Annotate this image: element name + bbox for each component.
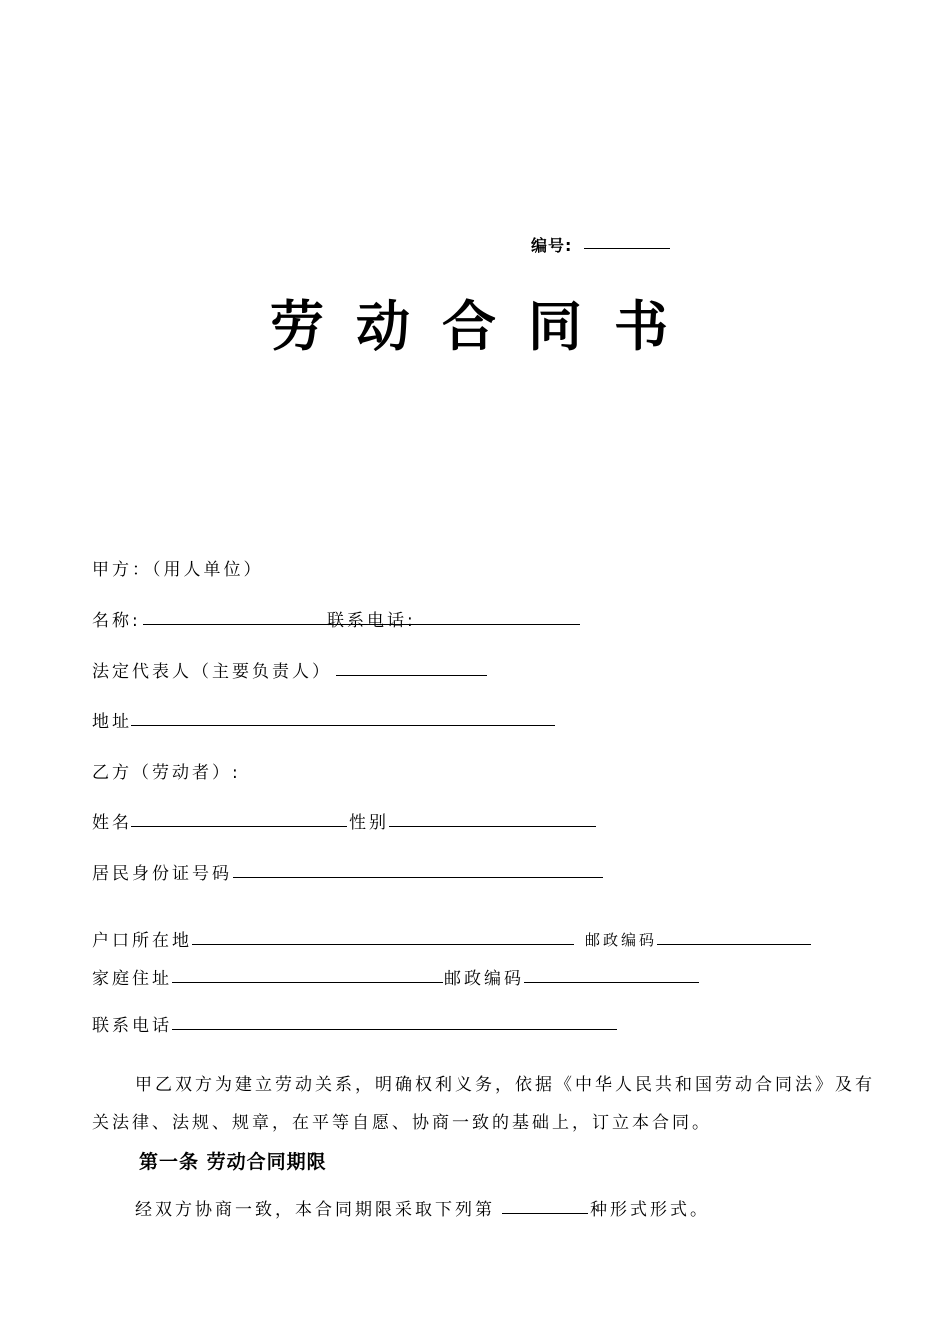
home-address-label: 家庭住址: [92, 969, 172, 989]
party-a-heading: 甲方：（用人单位）: [92, 560, 264, 580]
intro-paragraph-line-2: 关法律、法规、规章，在平等自愿、协商一致的基础上，订立本合同。: [92, 1113, 712, 1133]
id-number-field[interactable]: [233, 877, 603, 878]
legal-rep-field[interactable]: [336, 675, 487, 676]
party-b-name-label: 姓名: [92, 813, 132, 833]
article-1-text-prefix: 经双方协商一致，本合同期限采取下列第: [135, 1200, 495, 1220]
id-number-label: 居民身份证号码: [92, 864, 232, 884]
party-a-phone-label: 联系电话:: [327, 611, 416, 631]
gender-field[interactable]: [389, 826, 596, 827]
hukou-postcode-label: 邮政编码: [585, 931, 658, 949]
home-postcode-field[interactable]: [524, 982, 699, 983]
party-a-address-label: 地址: [92, 712, 132, 732]
home-postcode-label: 邮政编码: [444, 969, 524, 989]
party-b-phone-label: 联系电话: [92, 1016, 172, 1036]
party-b-phone-field[interactable]: [172, 1029, 617, 1030]
hukou-postcode-field[interactable]: [657, 944, 811, 945]
party-b-name-field[interactable]: [131, 826, 347, 827]
intro-paragraph-line-1: 甲乙双方为建立劳动关系，明确权利义务，依据《中华人民共和国劳动合同法》及有: [135, 1075, 875, 1095]
document-number-label: 编号:: [531, 236, 573, 255]
contract-form-number-field[interactable]: [502, 1213, 588, 1214]
legal-rep-label: 法定代表人（主要负责人）: [92, 662, 332, 682]
gender-label: 性别: [349, 813, 389, 833]
party-a-name-label: 名称:: [92, 611, 141, 631]
page-title: 劳动合同书: [270, 295, 700, 358]
article-1-text-suffix: 种形式形式。: [590, 1200, 710, 1220]
hukou-label: 户口所在地: [92, 931, 192, 951]
home-address-field[interactable]: [172, 982, 443, 983]
party-b-heading: 乙方（劳动者）:: [92, 763, 241, 783]
article-1-title: 第一条 劳动合同期限: [139, 1151, 327, 1173]
hukou-field[interactable]: [192, 944, 574, 945]
document-number-field[interactable]: [584, 248, 670, 249]
party-a-address-field[interactable]: [131, 725, 555, 726]
